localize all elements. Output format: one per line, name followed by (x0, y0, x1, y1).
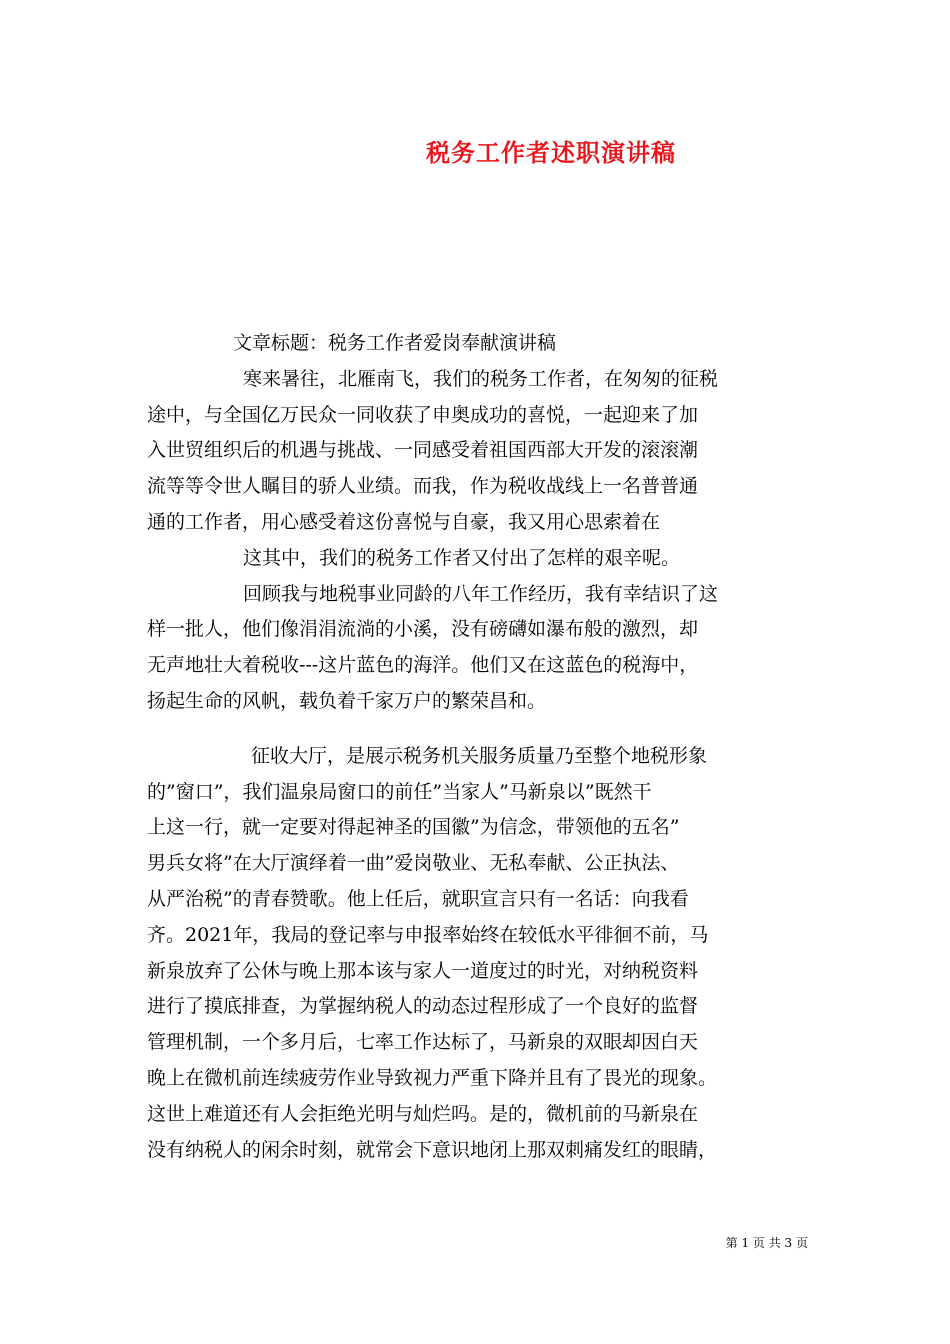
text-line: 入世贸组织后的机遇与挑战、一同感受着祖国西部大开发的滚滚潮 (147, 439, 699, 462)
text-line: 上这一行，就一定要对得起神圣的国徽”为信念，带领他的五名” (147, 816, 680, 839)
text-line: 无声地壮大着税收---这片蓝色的海洋。他们又在这蓝色的税海中， (147, 654, 699, 677)
document-title: 税务工作者述职演讲稿 (426, 139, 676, 167)
page-footer: 第 1 页 共 3 页 (725, 1236, 808, 1250)
text-line: 回顾我与地税事业同龄的八年工作经历，我有幸结识了这 (243, 582, 719, 605)
text-line: 这其中，我们的税务工作者又付出了怎样的艰辛呢。 (243, 546, 681, 569)
text-line: 晚上在微机前连续疲劳作业导致视力严重下降并且有了畏光的现象。 (147, 1066, 718, 1089)
text-line: 文章标题：税务工作者爱岗奉献演讲稿 (233, 332, 557, 354)
text-line: 征收大厅，是展示税务机关服务质量乃至整个地税形象 (251, 744, 708, 767)
text-line: 样一批人，他们像涓涓流淌的小溪，没有磅礴如瀑布般的激烈，却 (147, 618, 699, 641)
text-line: 扬起生命的风帆，载负着千家万户的繁荣昌和。 (147, 689, 547, 712)
text-line: 新泉放弃了公休与晚上那本该与家人一道度过的时光，对纳税资料 (147, 959, 699, 982)
text-line: 寒来暑往，北雁南飞，我们的税务工作者，在匆匆的征税 (243, 367, 719, 390)
text-line: 没有纳税人的闲余时刻，就常会下意识地闭上那双刺痛发红的眼睛， (147, 1138, 718, 1161)
text-line: 齐。2021年，我局的登记率与申报率始终在较低水平徘徊不前，马 (147, 923, 709, 946)
text-line: 途中，与全国亿万民众一同收获了申奥成功的喜悦，一起迎来了加 (147, 403, 699, 426)
text-line: 男兵女将”在大厅演绎着一曲”爱岗敬业、无私奉献、公正执法、 (147, 852, 680, 875)
text-line: 进行了摸底排查，为掌握纳税人的动态过程形成了一个良好的监督 (147, 995, 699, 1018)
text-line: 管理机制，一个多月后，七率工作达标了，马新泉的双眼却因白天 (147, 1031, 699, 1054)
document-body (147, 326, 807, 1168)
text-line: 这世上难道还有人会拒绝光明与灿烂吗。是的，微机前的马新泉在 (147, 1102, 699, 1125)
paragraph-gap (147, 720, 807, 739)
text-line: 通的工作者，用心感受着这份喜悦与自豪，我又用心思索着在 (147, 510, 661, 533)
text-line: 流等等令世人瞩目的骄人业绩。而我，作为税收战线上一名普普通 (147, 475, 699, 498)
text-line: 的”窗口”，我们温泉局窗口的前任”当家人”马新泉以”既然干 (147, 780, 652, 803)
text-line: 从严治税”的青春赞歌。他上任后，就职宣言只有一名话：向我看 (147, 887, 689, 910)
